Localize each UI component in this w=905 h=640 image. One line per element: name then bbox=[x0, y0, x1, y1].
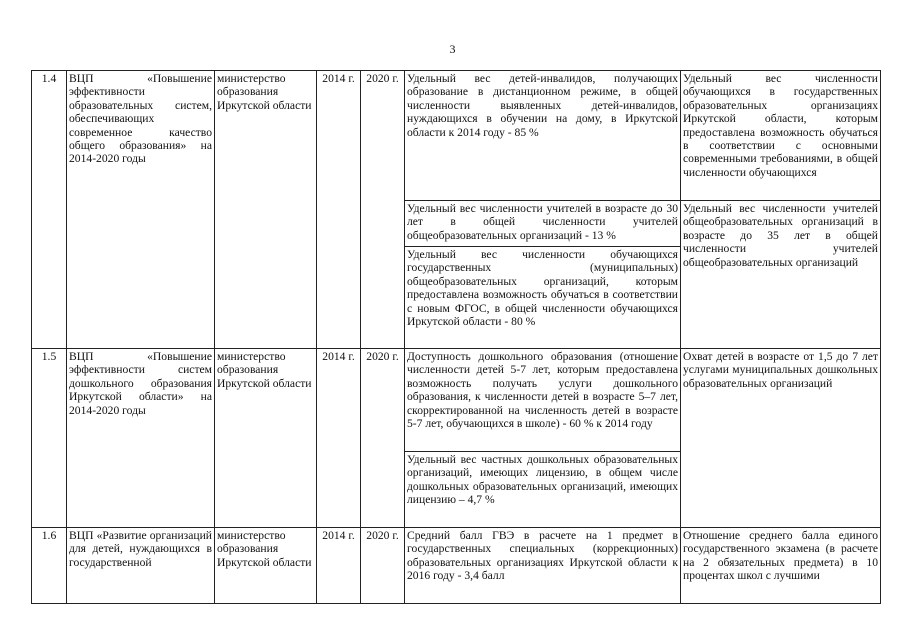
target-indicator: Средний балл ГВЭ в расчете на 1 предмет в государственных специальных (коррекционных) образовательных организациях Иркутской области к 2016 году - 3,4 балл bbox=[405, 528, 681, 604]
page-number: 3 bbox=[449, 42, 456, 56]
end-year: 2020 г. bbox=[361, 71, 405, 349]
program-name: ВЦП «Повышение эффективности систем дошкольного образования Иркутской области» на 2014-2020 годы bbox=[67, 349, 215, 528]
program-name: ВЦП «Развитие организаций для детей, нуждающихся в государственной bbox=[67, 528, 215, 604]
programs-table bbox=[31, 70, 881, 604]
start-year: 2014 г. bbox=[317, 349, 361, 528]
end-year: 2020 г. bbox=[361, 349, 405, 528]
row-number: 1.4 bbox=[32, 71, 67, 349]
target-indicator: Удельный вес численности учителей в возрасте до 30 лет в общей численности учителей общеобразовательных организаций - 13 % bbox=[405, 201, 681, 247]
table-row bbox=[32, 349, 881, 452]
target-indicator: Удельный вес частных дошкольных образовательных организаций, имеющих лицензию, в общем числе дошкольных образовательных организаций, имеющих лицензию – 4,7 % bbox=[405, 452, 681, 528]
target-indicator: Удельный вес численности обучающихся государственных (муниципальных) общеобразовательных организаций, которым предоставлена возможность обучаться в соответствии с новым ФГОС, в общей численности обучающихся Иркутской области - 80 % bbox=[405, 247, 681, 349]
start-year: 2014 г. bbox=[317, 71, 361, 349]
program-name: ВЦП «Повышение эффективности образовательных систем, обеспечивающих современное качество общего образования» на 2014-2020 годы bbox=[67, 71, 215, 349]
executor: министерство образования Иркутской области bbox=[215, 71, 317, 349]
executor: министерство образования Иркутской области bbox=[215, 528, 317, 604]
table-row bbox=[32, 71, 881, 201]
start-year: 2014 г. bbox=[317, 528, 361, 604]
related-indicator: Охват детей в возрасте от 1,5 до 7 лет услугами муниципальных дошкольных образовательных организаций bbox=[681, 349, 881, 528]
target-indicator: Доступность дошкольного образования (отношение численности детей 5-7 лет, которым предоставлена возможность получать услуги дошкольного образования, к численности детей в возрасте 5–7 лет, скорректированной на численность детей в возрасте 5-7 лет, обучающихся в школе) - 60 % к 2014 году bbox=[405, 349, 681, 452]
related-indicator: Удельный вес численности обучающихся в государственных образовательных организациях Иркутской области, которым предоставлена возможность обучаться в соответствии с основными современными требованиями, в общей численности обучающихся bbox=[681, 71, 881, 201]
table-row bbox=[32, 528, 881, 604]
row-number: 1.6 bbox=[32, 528, 67, 604]
related-indicator: Удельный вес численности учителей общеобразовательных организаций в возрасте до 35 лет в общей численности учителей общеобразовательных организаций bbox=[681, 201, 881, 349]
related-indicator: Отношение среднего балла единого государственного экзамена (в расчете на 2 обязательных предмета) в 10 процентах школ с лучшими bbox=[681, 528, 881, 604]
end-year: 2020 г. bbox=[361, 528, 405, 604]
target-indicator: Удельный вес детей-инвалидов, получающих образование в дистанционном режиме, в общей численности выявленных детей-инвалидов, нуждающихся в обучении на дому, в Иркутской области к 2014 году - 85 % bbox=[405, 71, 681, 201]
row-number: 1.5 bbox=[32, 349, 67, 528]
executor: министерство образования Иркутской области bbox=[215, 349, 317, 528]
